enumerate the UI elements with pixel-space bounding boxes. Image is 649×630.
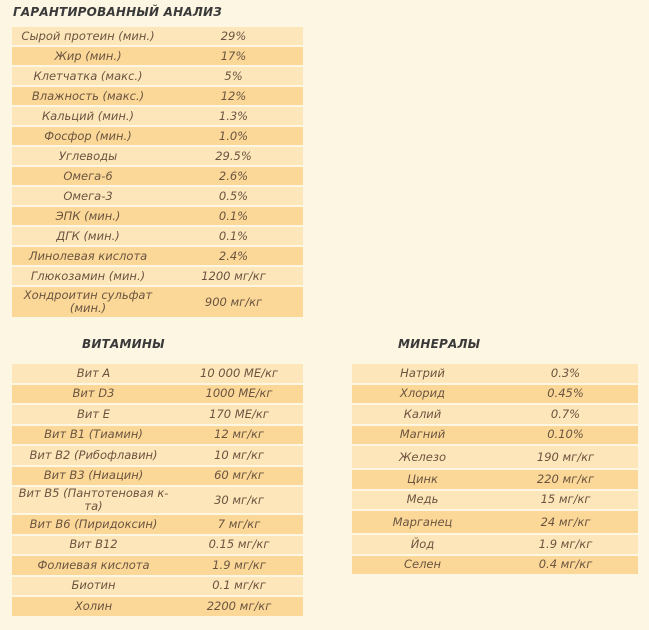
nutrient-value: 0.5% xyxy=(164,187,303,205)
nutrient-name: Вит A xyxy=(12,364,175,383)
vitamins-table xyxy=(12,362,303,618)
nutrient-name: Вит В3 (Ниацин) xyxy=(12,467,175,486)
nutrient-value: 17% xyxy=(164,47,303,65)
nutrient-name: Жир (мин.) xyxy=(12,47,164,65)
nutrient-value: 5% xyxy=(164,67,303,85)
nutrient-name: Вит В6 (Пиридоксин) xyxy=(12,515,175,534)
nutrient-value: 0.1% xyxy=(164,207,303,225)
guaranteed-analysis-table xyxy=(12,25,303,319)
nutrient-value: 1.0% xyxy=(164,127,303,145)
guaranteed-row xyxy=(12,147,303,165)
nutrient-name: ДГК (мин.) xyxy=(12,227,164,245)
nutrient-name: Калий xyxy=(352,405,493,424)
nutrient-name: Селен xyxy=(352,556,493,575)
nutrient-name: Глюкозамин (мин.) xyxy=(12,267,164,285)
nutrient-name: Хондроитин сульфат (мин.) xyxy=(12,287,164,317)
nutrient-name: Вит B12 xyxy=(12,536,175,555)
nutrient-value: 60 мг/кг xyxy=(175,467,303,486)
minerals-row xyxy=(352,364,638,383)
nutrient-value: 2.6% xyxy=(164,167,303,185)
minerals-table xyxy=(352,362,638,576)
nutrient-name: Биотин xyxy=(12,577,175,596)
nutrient-name: Вит D3 xyxy=(12,385,175,404)
nutrient-value: 190 мг/кг xyxy=(493,446,638,468)
guaranteed-row xyxy=(12,247,303,265)
nutrient-value: 30 мг/кг xyxy=(175,487,303,513)
minerals-row xyxy=(352,446,638,468)
guaranteed-row xyxy=(12,47,303,65)
nutrient-name: Медь xyxy=(352,491,493,510)
nutrient-value: 0.1 мг/кг xyxy=(175,577,303,596)
vitamins-row xyxy=(12,405,303,424)
vitamins-row xyxy=(12,515,303,534)
guaranteed-row xyxy=(12,267,303,285)
nutrient-value: 1.9 мг/кг xyxy=(175,556,303,575)
vitamins-row xyxy=(12,426,303,445)
nutrient-value: 220 мг/кг xyxy=(493,470,638,489)
nutrient-value: 1.9 мг/кг xyxy=(493,535,638,554)
nutrient-value: 1200 мг/кг xyxy=(164,267,303,285)
minerals-row xyxy=(352,426,638,445)
nutrient-name: Влажность (макс.) xyxy=(12,87,164,105)
vitamins-title: ВИТАМИНЫ xyxy=(82,337,165,351)
minerals-title: МИНЕРАЛЫ xyxy=(398,337,481,351)
guaranteed-row xyxy=(12,187,303,205)
nutrient-value: 2200 мг/кг xyxy=(175,597,303,616)
nutrient-name: Вит В2 (Рибофлавин) xyxy=(12,446,175,465)
minerals-row xyxy=(352,556,638,575)
minerals-row xyxy=(352,470,638,489)
minerals-row xyxy=(352,405,638,424)
nutrient-value: 0.1% xyxy=(164,227,303,245)
nutrient-name: Углеводы xyxy=(12,147,164,165)
nutrient-value: 29.5% xyxy=(164,147,303,165)
nutrient-value: 24 мг/кг xyxy=(493,511,638,533)
nutrient-name: Вит E xyxy=(12,405,175,424)
vitamins-row xyxy=(12,446,303,465)
nutrient-value: 7 мг/кг xyxy=(175,515,303,534)
nutrient-name: Цинк xyxy=(352,470,493,489)
nutrient-name: Омега-3 xyxy=(12,187,164,205)
nutrient-value: 0.45% xyxy=(493,385,638,404)
nutrient-name: Холин xyxy=(12,597,175,616)
nutrient-value: 15 мг/кг xyxy=(493,491,638,510)
guaranteed-row xyxy=(12,227,303,245)
guaranteed-row xyxy=(12,27,303,45)
nutrient-value: 29% xyxy=(164,27,303,45)
nutrient-name: Магний xyxy=(352,426,493,445)
nutrient-name: Кальций (мин.) xyxy=(12,107,164,125)
nutrient-name: Линолевая кислота xyxy=(12,247,164,265)
nutrient-value: 2.4% xyxy=(164,247,303,265)
nutrient-value: 0.4 мг/кг xyxy=(493,556,638,575)
vitamins-row xyxy=(12,487,303,513)
vitamins-row xyxy=(12,364,303,383)
guaranteed-row xyxy=(12,67,303,85)
nutrient-value: 0.10% xyxy=(493,426,638,445)
nutrient-name: Клетчатка (макс.) xyxy=(12,67,164,85)
nutrient-name: Сырой протеин (мин.) xyxy=(12,27,164,45)
nutrient-value: 12% xyxy=(164,87,303,105)
minerals-row xyxy=(352,385,638,404)
vitamins-row xyxy=(12,467,303,486)
guaranteed-analysis-title: ГАРАНТИРОВАННЫЙ АНАЛИЗ xyxy=(13,5,223,19)
vitamins-row xyxy=(12,597,303,616)
nutrient-value: 1.3% xyxy=(164,107,303,125)
nutrient-value: 10 мг/кг xyxy=(175,446,303,465)
nutrient-name: Фолиевая кислота xyxy=(12,556,175,575)
guaranteed-row xyxy=(12,107,303,125)
nutrient-value: 170 МЕ/кг xyxy=(175,405,303,424)
nutrient-name: Омега-6 xyxy=(12,167,164,185)
nutrient-name: Хлорид xyxy=(352,385,493,404)
vitamins-row xyxy=(12,556,303,575)
nutrient-name: Железо xyxy=(352,446,493,468)
vitamins-row xyxy=(12,536,303,555)
vitamins-row xyxy=(12,385,303,404)
nutrient-value: 10 000 МЕ/кг xyxy=(175,364,303,383)
minerals-row xyxy=(352,511,638,533)
nutrient-name: Вит В5 (Пантотеновая к-та) xyxy=(12,487,175,513)
minerals-row xyxy=(352,535,638,554)
nutrient-value: 0.7% xyxy=(493,405,638,424)
nutrient-name: Фосфор (мин.) xyxy=(12,127,164,145)
guaranteed-row xyxy=(12,127,303,145)
nutrient-value: 12 мг/кг xyxy=(175,426,303,445)
minerals-row xyxy=(352,491,638,510)
guaranteed-row xyxy=(12,167,303,185)
nutrient-name: ЭПК (мин.) xyxy=(12,207,164,225)
nutrient-name: Натрий xyxy=(352,364,493,383)
nutrient-value: 0.3% xyxy=(493,364,638,383)
guaranteed-row xyxy=(12,87,303,105)
nutrient-value: 900 мг/кг xyxy=(164,287,303,317)
nutrient-value: 0.15 мг/кг xyxy=(175,536,303,555)
nutrient-name: Йод xyxy=(352,535,493,554)
nutrient-value: 1000 МЕ/кг xyxy=(175,385,303,404)
nutrient-name: Марганец xyxy=(352,511,493,533)
vitamins-row xyxy=(12,577,303,596)
guaranteed-row xyxy=(12,207,303,225)
nutrient-name: Вит В1 (Тиамин) xyxy=(12,426,175,445)
guaranteed-row xyxy=(12,287,303,317)
